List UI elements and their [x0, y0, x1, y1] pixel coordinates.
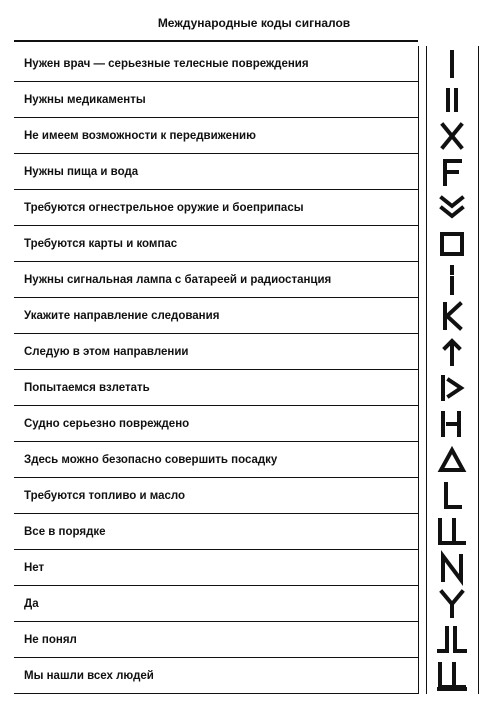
- row-text: Мы нашли всех людей: [24, 669, 154, 682]
- row-text: Требуются карты и компас: [24, 237, 178, 250]
- symbol-column: [428, 46, 476, 694]
- table-row: [14, 622, 418, 658]
- square-icon: [428, 226, 476, 262]
- row-text: Попытаемся взлетать: [24, 381, 150, 394]
- symbol-lll-icon: [428, 658, 476, 694]
- table-row: [14, 514, 418, 550]
- row-text: Здесь можно безопасно совершить посадку: [24, 453, 278, 466]
- symbol-i-greater-than-icon: [428, 370, 476, 406]
- column-divider: [426, 46, 427, 694]
- row-text: Нет: [24, 561, 45, 574]
- row-text: Следую в этом направлении: [24, 345, 189, 358]
- broken-line-icon: [428, 262, 476, 298]
- table-row: [14, 154, 418, 190]
- table-row: [14, 46, 418, 82]
- symbol-y-icon: [428, 586, 476, 622]
- table-row: [14, 442, 418, 478]
- codes-table: [14, 46, 418, 694]
- symbol-i-h-icon: [428, 406, 476, 442]
- table-row: [14, 334, 418, 370]
- table-row: [14, 298, 418, 334]
- row-text: Требуются огнестрельное оружие и боеприпасы: [24, 201, 304, 214]
- symbol-k-icon: [428, 298, 476, 334]
- table-row: [14, 370, 418, 406]
- row-text: Укажите направление следования: [24, 309, 220, 322]
- symbol-i-icon: [428, 46, 476, 82]
- table-row: [14, 226, 418, 262]
- table-row: [14, 586, 418, 622]
- table-row: [14, 190, 418, 226]
- page-title: Международные коды сигналов: [157, 16, 351, 30]
- symbol-n-icon: [428, 550, 476, 586]
- table-row: [14, 82, 418, 118]
- row-text: Требуются топливо и масло: [24, 489, 186, 502]
- row-text: Нужен врач — серьезные телесные повреждения: [24, 57, 309, 70]
- row-text: Да: [24, 597, 39, 610]
- row-text: Все в порядке: [24, 525, 106, 538]
- symbol-jl-icon: [428, 622, 476, 658]
- right-border: [478, 46, 479, 694]
- table-row: [14, 550, 418, 586]
- row-text: Нужны пища и вода: [24, 165, 139, 178]
- table-row: [14, 118, 418, 154]
- row-text: Нужны медикаменты: [24, 93, 146, 106]
- table-row: [14, 478, 418, 514]
- symbol-ii-icon: [428, 82, 476, 118]
- symbol-x-icon: [428, 118, 476, 154]
- row-text: Не имеем возможности к передвижению: [24, 129, 256, 142]
- symbol-l-icon: [428, 478, 476, 514]
- column-divider: [418, 46, 419, 694]
- table-row: [14, 406, 418, 442]
- double-chevron-down-icon: [428, 190, 476, 226]
- row-text: Судно серьезно повреждено: [24, 417, 190, 430]
- row-text: Не понял: [24, 633, 77, 646]
- triangle-icon: [428, 442, 476, 478]
- symbol-ll-icon: [428, 514, 476, 550]
- arrow-up-icon: [428, 334, 476, 370]
- table-row: [14, 658, 418, 694]
- symbol-f-icon: [428, 154, 476, 190]
- table-row: [14, 262, 418, 298]
- top-rule: [14, 40, 418, 42]
- row-text: Нужны сигнальная лампа с батареей и радиостанция: [24, 273, 332, 286]
